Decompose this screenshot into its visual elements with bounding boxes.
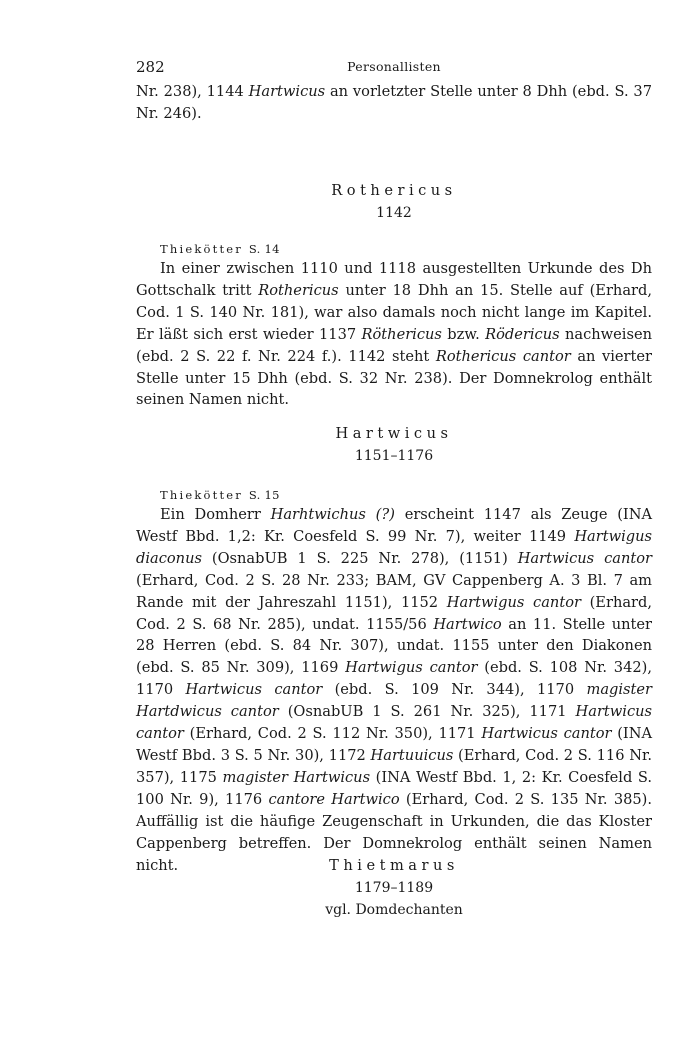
source-page: S. 15	[248, 488, 280, 502]
entry-years: 1142	[376, 205, 412, 221]
source-author: Thiekötter	[160, 242, 243, 256]
entry-years: 1151–1176	[354, 448, 434, 464]
entry-rothericus-heading	[136, 180, 652, 224]
entry-hartwicus-body	[136, 486, 652, 876]
entry-paragraph: In einer zwischen 1110 und 1118 ausgestellten Urkunde des Dh Gottschalk tritt Rothericus unter 18 Dhh an 15. Stelle auf (Erhard, Cod. 1 S. 140 Nr. 181), war also damals noch nicht lange im Kapitel. Er läßt sich erst wieder 1137 Röthericus bzw. Rödericus nachweisen (ebd. 2 S. 22 f. Nr. 224 f.). 1142 steht Rothericus cantor an vierter Stelle unter 15 Dhh (ebd. S. 32 Nr. 238). Der Domnekrolog enthält seinen Namen nicht.	[136, 260, 653, 409]
source-reference	[160, 486, 652, 504]
entry-years: 1179–1189	[354, 880, 434, 896]
continuation-paragraph: Nr. 238), 1144 Hartwicus an vorletzter Stelle unter 8 Dhh (ebd. S. 37 Nr. 246).	[136, 83, 653, 122]
cross-reference: vgl. Domdechanten	[325, 902, 463, 918]
entry-thietmarus-heading	[136, 855, 652, 921]
source-reference	[160, 240, 652, 258]
entry-name: Rothericus	[331, 182, 457, 199]
running-head	[136, 58, 652, 78]
entry-name: Hartwicus	[335, 425, 453, 442]
entry-name: Thietmarus	[329, 857, 459, 874]
entry-rothericus-body	[136, 240, 652, 411]
source-author: Thiekötter	[160, 488, 243, 502]
continuation-block	[136, 81, 652, 125]
running-title: Personallisten	[347, 59, 441, 74]
page-number: 282	[136, 58, 165, 76]
entry-hartwicus-heading	[136, 423, 652, 467]
entry-paragraph: Ein Domherr Harhtwichus (?) erscheint 1147 als Zeuge (INA Westf Bbd. 1,2: Kr. Coesfeld S. 99 Nr. 7), weiter 1149 Hartwigus diaconus (OsnabUB 1 S. 225 Nr. 278), (1151) Hartwicus cantor (Erhard, Cod. 2 S. 28 Nr. 233; BAM, GV Cappenberg A. 3 Bl. 7 am Rande mit der Jahreszahl 1151), 1152 Hartwigus cantor (Erhard, Cod. 2 S. 68 Nr. 285), undat. 1155/56 Hartwico an 11. Stelle unter 28 Herren (ebd. S. 84 Nr. 307), undat. 1155 unter den Diakonen (ebd. S. 85 Nr. 309), 1169 Hartwigus cantor (ebd. S. 108 Nr. 342), 1170 Hartwicus cantor (ebd. S. 109 Nr. 344), 1170 magister Hartdwicus cantor (OsnabUB 1 S. 261 Nr. 325), 1171 Hartwicus cantor (Erhard, Cod. 2 S. 112 Nr. 350), 1171 Hartwicus cantor (INA Westf Bbd. 3 S. 5 Nr. 30), 1172 Hartuuicus (Erhard, Cod. 2 S. 116 Nr. 357), 1175 magister Hartwicus (INA Westf Bbd. 1, 2: Kr. Coesfeld S. 100 Nr. 9), 1176 cantore Hartwico (Erhard, Cod. 2 S. 135 Nr. 385). Auffällig ist die häufige Zeugenschaft in Urkunden, die das Kloster Cappenberg betreffen. Der Domnekrolog enthält seinen Namen nicht.	[136, 506, 653, 874]
source-page: S. 14	[248, 242, 280, 256]
